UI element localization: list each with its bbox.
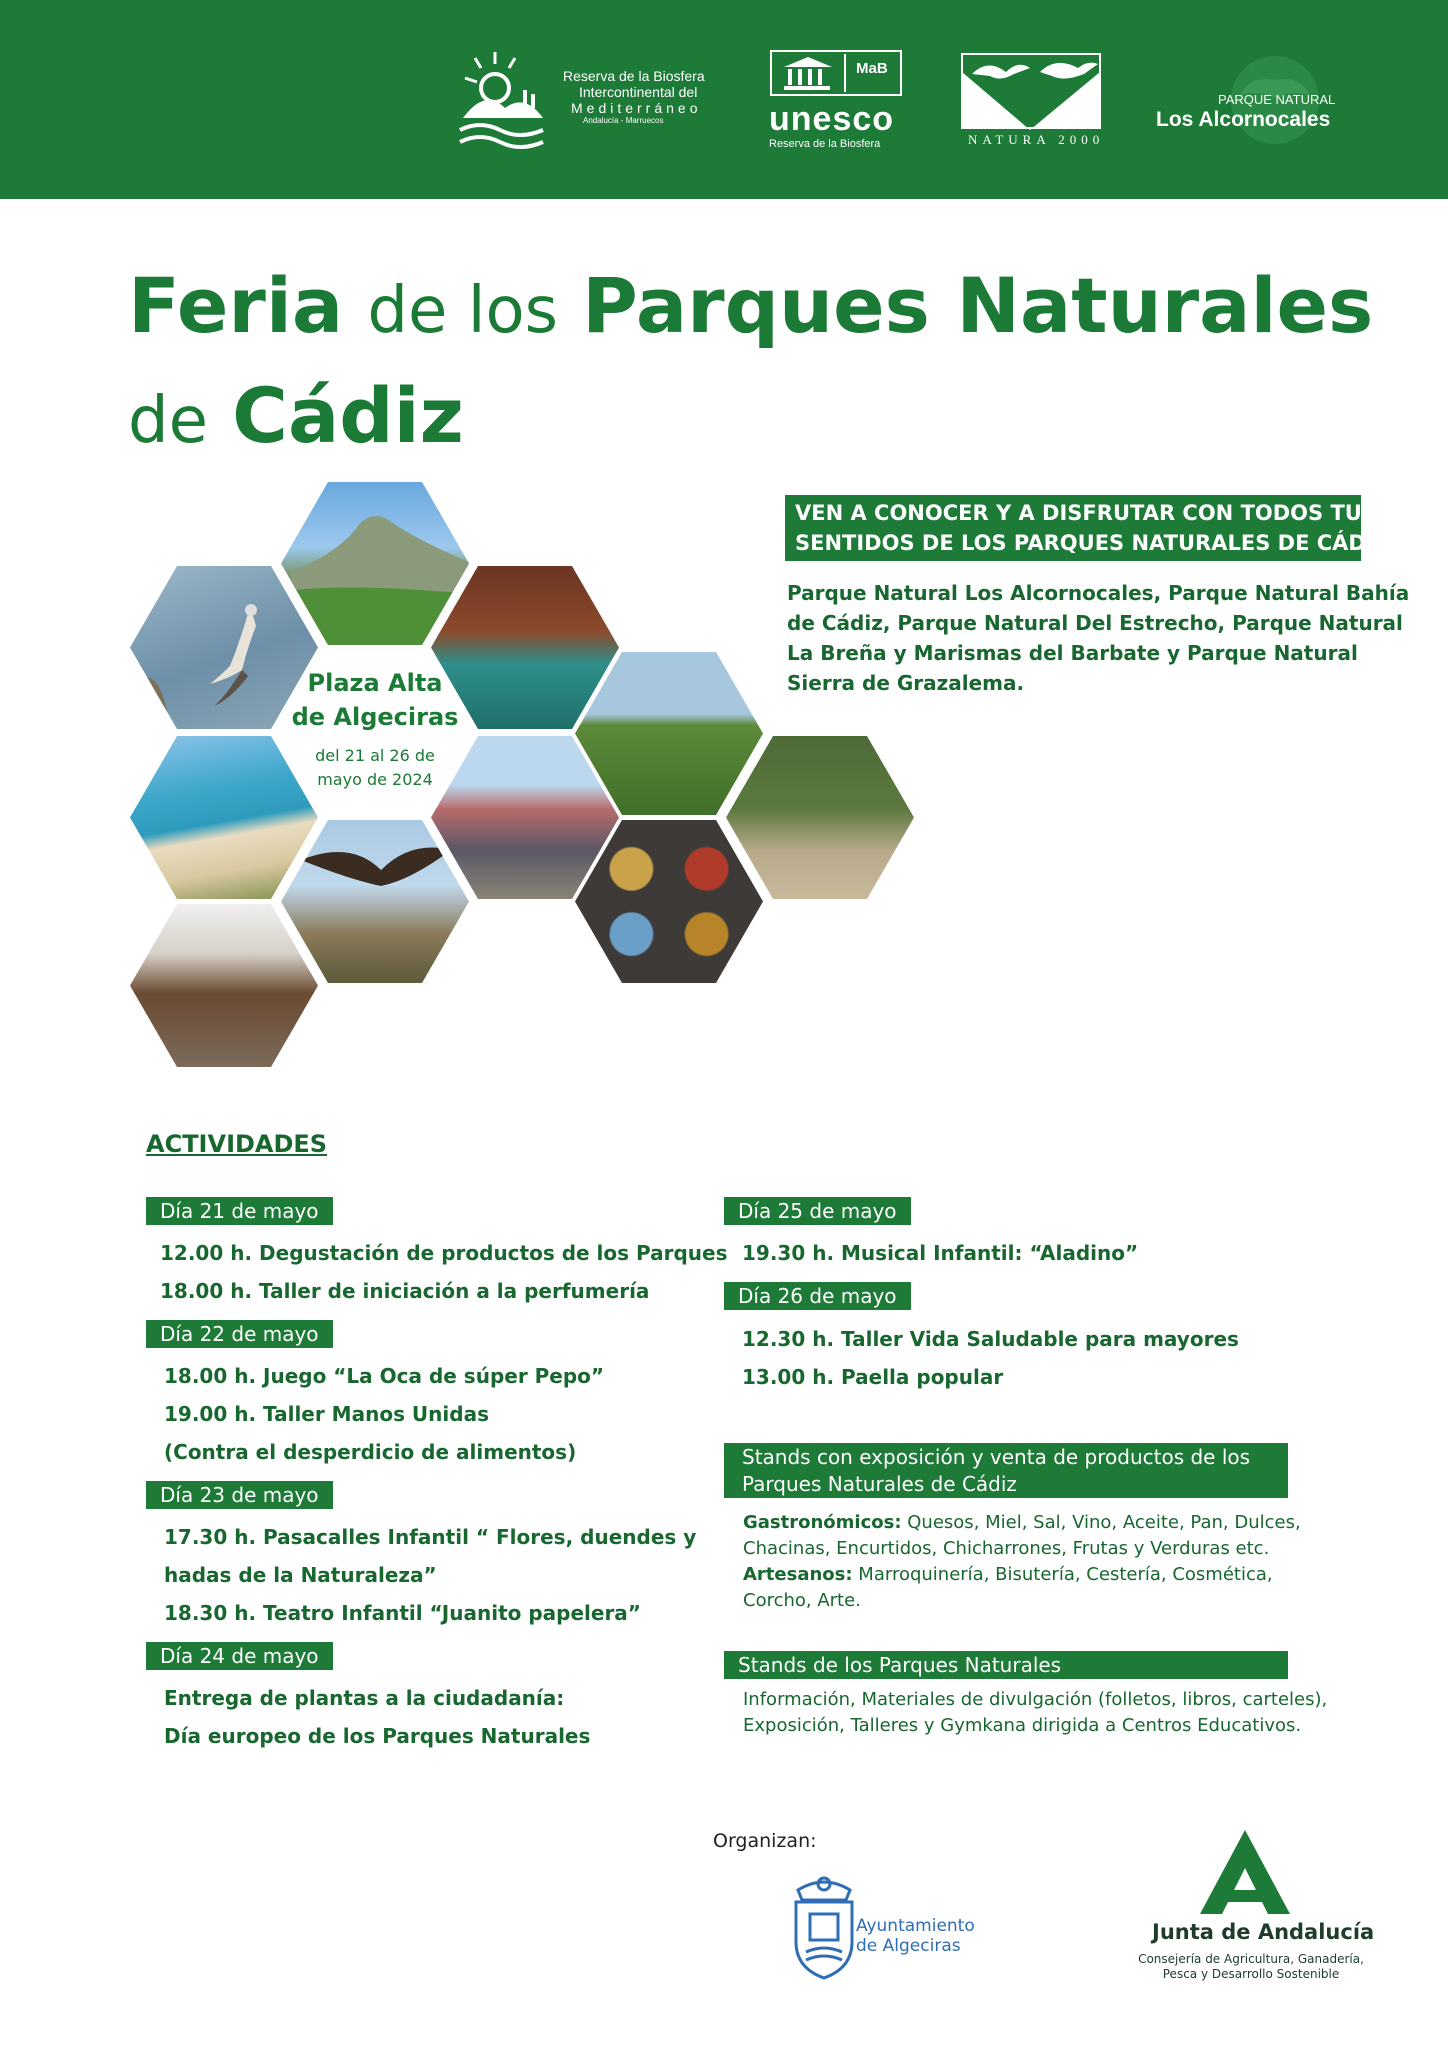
mab-label: MaB	[856, 60, 888, 77]
day-label-21: Día 21 de mayo	[146, 1197, 333, 1225]
mountain-icon	[281, 482, 469, 645]
stands-parks-details	[743, 1687, 1327, 1739]
title-word-parques: Parques Naturales	[582, 261, 1374, 350]
day-label-25: Día 25 de mayo	[724, 1197, 911, 1225]
page-title	[128, 261, 1374, 350]
biosphere-line2: Intercontinental del	[579, 84, 698, 100]
title-word-feria: Feria	[128, 261, 344, 350]
activity-item: 12.30 h. Taller Vida Saludable para mayores	[742, 1327, 1239, 1351]
biosphere-line1: Reserva de la Biosfera	[563, 68, 705, 84]
biosphere-reserve-logo	[455, 48, 725, 153]
intro-banner	[785, 495, 1389, 561]
park-logo-line2: Los Alcornocales	[1156, 108, 1331, 131]
stands-parks-banner: Stands de los Parques Naturales	[724, 1651, 1288, 1679]
parks-line4: Sierra de Grazalema.	[787, 671, 1025, 695]
location-place-line1: Plaza Alta	[307, 669, 443, 697]
unesco-subtitle: Reserva de la Biosfera	[769, 138, 881, 150]
junta-name: Junta de Andalucía	[1152, 1920, 1375, 1944]
location-dates-line1: del 21 al 26 de	[315, 746, 435, 765]
birds-stars-icon	[960, 52, 1102, 130]
parks-line1: Parque Natural Los Alcornocales, Parque Natural Bahía	[787, 581, 1410, 605]
day-label-22: Día 22 de mayo	[146, 1320, 333, 1348]
activity-item: 18.00 h. Juego “La Oca de súper Pepo”	[164, 1364, 605, 1388]
stands-parks-line1: Información, Materiales de divulgación (folletos, libros, carteles),	[743, 1689, 1328, 1710]
unesco-name: unesco	[769, 100, 895, 138]
day-label-24: Día 24 de mayo	[146, 1642, 333, 1670]
artisan-line1: Marroquinería, Bisutería, Cestería, Cosmética,	[852, 1564, 1273, 1585]
mountain-photo	[281, 482, 469, 645]
location-place-line2: de Algeciras	[291, 703, 459, 731]
horse-riders-photo	[726, 736, 914, 899]
activities-heading: ACTIVIDADES	[146, 1130, 328, 1158]
organizers-label: Organizan:	[713, 1830, 817, 1852]
gastro-line2: Chacinas, Encurtidos, Chicharrones, Frutas y Verduras etc.	[743, 1538, 1270, 1559]
biosphere-line4: Andalucía - Marruecos	[583, 116, 664, 125]
stands-parks-line2: Exposición, Talleres y Gymkana dirigida a Centros Educativos.	[743, 1715, 1302, 1736]
junta-logo	[1130, 1830, 1375, 2005]
activity-item: Entrega de plantas a la ciudadanía:	[164, 1686, 565, 1710]
activity-item: 12.00 h. Degustación de productos de los Parques	[160, 1241, 728, 1265]
title-word-delos: de los	[367, 274, 558, 348]
artisan-line2: Corcho, Arte.	[743, 1590, 861, 1611]
vulture-icon	[281, 820, 469, 983]
junta-dept-line1: Consejería de Agricultura, Ganadería,	[1138, 1952, 1364, 1966]
artisan-label: Artesanos:	[743, 1564, 853, 1585]
vulture-photo	[281, 820, 469, 983]
intro-banner-line2: SENTIDOS DE LOS PARQUES NATURALES DE CÁDIZ	[795, 531, 1389, 555]
location-dates-line2: mayo de 2024	[317, 770, 433, 789]
gastro-line1: Quesos, Miel, Sal, Vino, Aceite, Pan, Dulces,	[901, 1512, 1301, 1533]
activity-item: 18.30 h. Teatro Infantil “Juanito papelera”	[164, 1601, 641, 1625]
parks-list	[787, 578, 1409, 698]
park-logo	[1150, 50, 1340, 150]
header-band	[0, 0, 1448, 199]
day-label-26: Día 26 de mayo	[724, 1282, 911, 1310]
biosphere-line3: Mediterráneo	[571, 100, 702, 116]
market-stall-photo	[130, 904, 318, 1067]
natura-name: NATURA 2000	[968, 132, 1105, 147]
ayuntamiento-logo	[784, 1872, 1004, 1982]
junta-dept-line2: Pesca y Desarrollo Sostenible	[1162, 1967, 1340, 1981]
park-logo-line1: PARQUE NATURAL	[1218, 92, 1336, 107]
city-crest-icon	[784, 1872, 864, 1982]
title-word-cadiz: Cádiz	[232, 371, 464, 460]
biosphere-emblem-icon	[455, 48, 550, 153]
ayto-line2: de Algeciras	[856, 1936, 961, 1956]
title-word-de: de	[128, 384, 208, 458]
stands-exhibit-banner	[724, 1443, 1288, 1498]
unesco-logo	[765, 50, 907, 150]
activity-item: (Contra el desperdicio de alimentos)	[164, 1440, 577, 1464]
photo-collage	[0, 470, 920, 1090]
activity-item: hadas de la Naturaleza”	[164, 1563, 437, 1587]
page-title-line2	[128, 371, 464, 460]
activity-item: Día europeo de los Parques Naturales	[164, 1724, 591, 1748]
stands-exhibit-line2: Parques Naturales de Cádiz	[742, 1472, 1017, 1496]
stands-exhibit-line1: Stands con exposición y venta de productos de los	[742, 1445, 1251, 1469]
event-location	[290, 666, 460, 792]
day-label-23: Día 23 de mayo	[146, 1481, 333, 1509]
activity-item: 19.30 h. Musical Infantil: “Aladino”	[742, 1241, 1139, 1265]
natura-2000-logo	[960, 52, 1105, 152]
parks-line2: de Cádiz, Parque Natural Del Estrecho, Parque Natural	[787, 611, 1403, 635]
stands-exhibit-details	[743, 1510, 1301, 1614]
ayto-line1: Ayuntamiento	[856, 1916, 975, 1936]
activity-item: 18.00 h. Taller de iniciación a la perfumería	[160, 1279, 650, 1303]
activity-item: 19.00 h. Taller Manos Unidas	[164, 1402, 489, 1426]
intro-banner-line1: VEN A CONOCER Y A DISFRUTAR CON TODOS TUS	[795, 501, 1377, 525]
gastro-label: Gastronómicos:	[743, 1512, 902, 1533]
temple-icon	[778, 53, 838, 95]
parks-line3: La Breña y Marismas del Barbate y Parque Natural	[787, 641, 1358, 665]
activity-item: 13.00 h. Paella popular	[742, 1365, 1004, 1389]
junta-a-icon	[1200, 1830, 1290, 1914]
activity-item: 17.30 h. Pasacalles Infantil “ Flores, duendes y	[164, 1525, 697, 1549]
